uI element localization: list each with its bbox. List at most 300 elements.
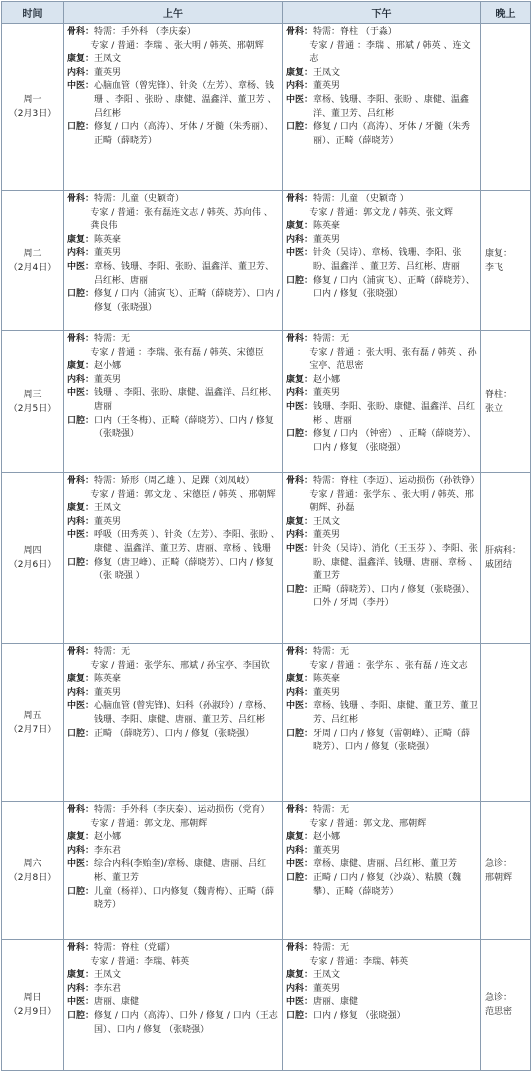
doctor-list: 王凤文 [94,54,122,65]
department-label: 中医： [286,997,314,1008]
day-name: 周四 [23,546,42,556]
schedule-line [286,956,478,970]
doctor-list: 董英男 [313,983,341,994]
doctor-list: 修复 / 口内 （钟密） 、正畸（薛晓芳）、口内 / 修复 （张晓强） [313,429,476,453]
department-label: 内科： [286,234,314,245]
schedule-line [67,415,280,442]
schedule-line [67,673,280,687]
schedule-line [286,207,478,221]
department-label: 康复： [286,374,314,385]
doctor-list: 陈英豪 [94,674,122,685]
day-name: 周三 [23,389,42,400]
doctor-list: 正畸 / 口内 / 修复（沙焱）、粘膜（魏攀）、正畸（薛晓芳） [313,872,462,897]
schedule-line [286,387,478,401]
schedule-line [286,872,478,899]
department-label: 口腔： [67,415,95,426]
doctor-list: 李东君 [94,983,122,994]
schedule-line [67,687,280,701]
doctor-list: 特需：儿童（史颖奇） [94,194,185,204]
am-cell [64,802,283,940]
am-cell [64,644,283,802]
department-label: 口腔： [67,886,95,897]
doctor-list: 陈英豪 [313,674,341,685]
schedule-line [286,121,478,148]
schedule-line [286,275,478,302]
department-label: 内科： [67,983,95,994]
evening-doctor: 戚团结 [485,560,513,570]
department-label: 骨科： [67,194,95,204]
department-label: 口腔： [286,728,314,739]
schedule-line [67,247,280,261]
department-label: 中医： [286,401,314,412]
doctor-list: 董英男 [94,516,122,527]
department-label: 骨科： [67,334,95,344]
department-label: 中医： [67,701,95,712]
doctor-list: 王凤文 [94,503,122,514]
evening-cell [481,802,531,940]
schedule-line [286,996,478,1010]
doctor-list: 专家 / 普通 ：张大明、张有磊 / 韩英 、孙宝亭、范思密 [309,347,477,372]
schedule-line [67,996,280,1010]
pm-cell [283,331,481,473]
department-label [67,956,90,970]
department-label: 康复： [67,503,95,514]
schedule-line [286,428,478,455]
doctor-list: 特需：脊柱（李迈）、运动损伤（孙铁铮） [313,476,480,486]
doctor-list: 特需：脊柱 （于淼） [313,27,397,37]
doctor-list: 陈英豪 [94,234,122,245]
evening-cell [481,644,531,802]
department-label: 内科： [67,516,95,527]
department-label: 康复： [67,54,95,65]
department-label: 骨科： [67,476,95,486]
doctor-list: 儿童（杨祥）、口内修复（魏青梅）、正畸（薛晓芳） [94,886,275,911]
doctor-list: 董英男 [94,687,122,698]
doctor-list: 特需：无 [313,805,350,815]
department-label: 康复： [67,970,95,981]
schedule-line [67,333,280,347]
schedule-line [67,886,280,913]
schedule-line [286,516,478,530]
doctor-list: 特需：脊柱（党礌） [94,943,176,953]
evening-department: 脊柱： [485,389,513,400]
schedule-line [67,374,280,388]
pm-cell [283,24,481,191]
department-label: 中医： [67,859,95,870]
department-label: 骨科： [67,647,95,657]
schedule-line [67,700,280,727]
department-label: 康复： [286,970,314,981]
department-label [286,956,309,970]
department-label: 中医： [67,81,95,92]
day-name: 周六 [23,858,42,869]
schedule-line [286,673,478,687]
doctor-list: 王凤文 [313,516,341,527]
department-label: 内科： [67,248,95,259]
department-label: 口腔： [286,1010,314,1021]
doctor-list: 正畸（薛晓芳）、口内 / 修复（张晓强）、口外 / 牙周（李丹） [313,584,475,609]
evening-department: 急诊： [485,993,513,1003]
doctor-list: 专家 / 普通：张有磊连文志 / 韩英、苏向伟 、龚良伟 [90,207,273,232]
schedule-line [286,728,478,755]
doctor-list: 赵小娜 [313,374,341,385]
schedule-line [67,660,280,674]
schedule-line [67,646,280,660]
doctor-list: 特需：无 [313,647,350,657]
schedule-line [67,80,280,121]
department-label: 中医： [67,530,95,541]
department-label: 骨科： [286,194,314,204]
doctor-list: 唐丽、康健 [94,997,140,1008]
schedule-line [67,804,280,818]
schedule-line [67,529,280,556]
doctor-list: 专家 / 普通 ：张学东 、张有磊 / 连文志 [309,660,468,671]
schedule-line [67,475,280,489]
doctor-list: 专家 / 普通：郭文龙 / 韩英、张文辉 [309,207,453,218]
doctor-list: 董英男 [94,248,122,259]
department-label: 内科： [67,67,95,78]
schedule-line [286,942,478,956]
day-date: （2月8日） [8,872,57,883]
schedule-line [67,969,280,983]
department-label [67,818,90,832]
department-label: 内科： [67,687,95,698]
department-label: 中医： [286,248,314,259]
department-label: 康复： [286,832,314,843]
doctor-list: 综合内科(李贻奎)/章杨、康健、唐丽、吕红彬、董卫芳 [94,859,267,883]
department-label: 口腔： [67,728,95,739]
schedule-line [286,40,478,67]
schedule-line [286,687,478,701]
department-label: 骨科： [286,805,314,815]
schedule-line [286,374,478,388]
doctor-list: 赵小娜 [313,832,341,843]
department-label [286,207,309,221]
department-label: 内科： [286,845,314,856]
doctor-list: 修复 / 口内（高涛）、牙体 / 牙髓（朱秀丽）、正畸（薛晓芳） [94,122,274,146]
am-cell [64,331,283,473]
evening-cell [481,940,531,1071]
schedule-line [67,1010,280,1037]
doctor-list: 董英男 [313,845,341,856]
day-cell [2,473,64,644]
schedule-line [67,121,280,148]
department-label: 骨科： [286,476,314,486]
schedule-line [286,831,478,845]
schedule-line [67,207,280,234]
doctor-list: 心脑血管 (曾宪锋)、妇科（孙淑玲）/ 章杨、钱珊、李阳、康健、唐丽、董卫芳、吕红彬 [94,701,272,725]
day-date: （2月7日） [8,724,57,735]
evening-cell [481,473,531,644]
doctor-list: 特需：矫形（周乙雄 ）、足踝（刘凤岐） [94,476,255,486]
schedule-line [286,489,478,516]
doctor-list: 针灸（吴诗）、章杨、钱珊、李阳、张盼、温鑫洋 、董卫芳、吕红彬、唐丽 [313,248,462,272]
department-label: 康复： [286,674,314,685]
department-label: 中医： [67,261,95,272]
doctor-list: 李东君 [94,845,122,856]
department-label: 骨科： [67,943,95,953]
doctor-list: 特需：儿童 （史颖奇 ） [313,194,409,204]
day-row [2,191,531,331]
doctor-list: 董英男 [313,388,341,399]
doctor-list: 陈英豪 [313,221,341,232]
day-date: （2月6日） [8,560,57,570]
schedule-line [67,193,280,207]
doctor-list: 唐丽、康健 [313,997,359,1008]
department-label [67,660,90,674]
doctor-list: 特需：无 [313,334,350,344]
schedule-line [286,333,478,347]
doctor-list: 章杨、钱珊 、李阳、康健、董卫芳、董卫芳、吕红彬 [313,701,478,725]
department-label [286,489,309,516]
department-label: 口腔： [67,557,95,568]
department-label: 康复： [286,221,314,232]
department-label [286,818,309,832]
day-date: （2月4日） [8,262,57,273]
pm-cell [283,473,481,644]
department-label: 口腔： [67,1010,95,1021]
department-label: 内科： [286,687,314,698]
day-row [2,24,531,191]
department-label: 内科： [67,374,95,385]
day-name: 周二 [23,248,42,259]
department-label: 骨科： [286,27,314,37]
pm-cell [283,940,481,1071]
day-cell [2,644,64,802]
doctor-list: 专家 / 普通 ：李瑞、张有磊 / 韩英、宋德臣 [90,347,264,358]
doctor-list: 专家 / 普通：李瑞、韩英 [90,956,190,967]
schedule-line [67,516,280,530]
schedule-line [67,858,280,885]
schedule-line [286,983,478,997]
doctor-list: 专家 / 普通：张学东、邢斌 / 孙宝亭、李国钦 [90,660,270,671]
doctor-list: 修复 / 口内（浦寅飞）、正畸（薛晓芳）、口内 / 修复（张晓强） [313,275,475,300]
evening-department: 肝病科： [485,546,522,556]
schedule-line [67,53,280,67]
day-name: 周日 [23,993,42,1003]
schedule-line [286,94,478,121]
day-cell [2,331,64,473]
evening-doctor: 张立 [485,403,504,414]
department-label: 内科： [286,530,314,541]
doctor-list: 专家 / 普通：郭文龙、邢朝辉 [90,818,208,829]
doctor-list: 牙周 / 口内 / 修复（雷朝峰）、正畸（薛晓芳）、口内 / 修复（张晓强） [313,728,471,753]
schedule-line [286,234,478,248]
doctor-list: 特需：无 [94,647,131,657]
schedule-line [67,502,280,516]
day-row [2,644,531,802]
schedule-line [286,818,478,832]
schedule-line [286,347,478,374]
department-label: 中医： [67,388,95,399]
schedule-line [67,347,280,361]
doctor-list: 专家 / 普通：李瑞、韩英 [309,956,409,967]
schedule-line [286,1010,478,1024]
doctor-list: 特需：手外科（李庆泰）、运动损伤（党育） [94,805,270,815]
evening-department: 急诊： [485,858,513,869]
day-row [2,473,531,644]
evening-header: 晚上 [481,2,531,24]
doctor-list: 特需：无 [313,943,350,953]
schedule-line [286,80,478,94]
department-label: 口腔： [286,429,314,440]
department-label: 口腔： [286,275,314,286]
time-header: 时间 [2,2,64,24]
am-cell [64,24,283,191]
department-label [67,40,90,54]
schedule-line [286,969,478,983]
doctor-list: 修复 / 口内（浦寅飞）、正畸（薛晓芳）、口内 / 修复（张晓强） [94,289,280,313]
department-label: 康复： [286,67,314,78]
schedule-line [286,584,478,611]
evening-doctor: 李飞 [485,262,504,273]
schedule-line [286,26,478,40]
department-label: 骨科： [286,943,314,953]
schedule-line [286,845,478,859]
department-label [67,207,90,234]
doctor-list: 修复 / 口内（高涛）、口外 / 修复 / 口内（王志国）、口内 / 修复 （张晓强） [94,1010,278,1035]
evening-doctor: 邢朝辉 [485,872,513,883]
evening-cell [481,24,531,191]
doctor-list: 心脑血管（曾宪锋）、针灸（左芳）、章杨、钱珊 、李阳 、张盼 、康健、温鑫洋、董卫芳 、吕红彬 [94,81,277,119]
department-label [286,347,309,374]
day-name: 周一 [23,95,42,105]
doctor-list: 专家 / 普通：李瑞 、张大明 / 韩英、邢朝辉 [90,40,264,51]
department-label: 中医： [286,543,314,554]
schedule-line [67,489,280,503]
doctor-list: 章杨、康健、唐丽、吕红彬、董卫芳 [313,859,458,870]
department-label: 康复： [67,234,95,245]
schedule-line [67,557,280,584]
doctor-list: 修复（唐卫峰）、正畸（薛晓芳）、口内 / 修复（张 晓强 ） [94,557,274,582]
schedule-line [67,983,280,997]
evening-cell [481,191,531,331]
doctor-list: 呼吸（田秀英 ）、针灸（左芳）、李阳、张盼 、康健 、温鑫洋、董卫芳、唐丽、章杨 、钱珊 [94,530,280,554]
schedule-line [286,700,478,727]
schedule-line [67,40,280,54]
schedule-line [67,360,280,374]
doctor-list: 专家 / 普通：张学东 、张大明 / 韩英、邢朝辉、孙磊 [309,489,474,514]
day-date: （2月5日） [8,403,57,414]
department-label: 口腔： [286,584,314,595]
day-date: （2月9日） [8,1007,57,1017]
day-row [2,802,531,940]
department-label: 康复： [286,516,314,527]
day-cell [2,802,64,940]
schedule-line [67,67,280,81]
doctor-list: 特需：手外科 （李庆泰） [94,27,196,37]
schedule-table [1,1,531,1071]
doctor-list: 钱珊 、李阳、张盼、康健、温鑫洋、吕红彬、唐丽 [94,388,277,412]
schedule-body [2,24,531,1071]
day-row [2,940,531,1071]
am-cell [64,940,283,1071]
doctor-list: 专家 / 普通：郭文龙 、宋德臣 / 韩英 、邢朝辉 [90,489,276,500]
schedule-line [286,660,478,674]
schedule-line [286,67,478,81]
pm-header: 下午 [283,2,481,24]
department-label [67,489,90,503]
schedule-line [67,387,280,414]
department-label: 康复： [67,361,95,372]
schedule-line [67,956,280,970]
doctor-list: 董英男 [313,81,341,92]
doctor-list: 董英男 [94,374,122,385]
department-label: 中医： [67,997,95,1008]
day-cell [2,191,64,331]
doctor-list: 董英男 [313,687,341,698]
doctor-list: 正畸 （薛晓芳）、口内 / 修复（张晓强） [94,728,255,739]
day-cell [2,24,64,191]
department-label: 骨科： [286,334,314,344]
evening-cell [481,331,531,473]
department-label: 骨科： [67,805,95,815]
doctor-list: 王凤文 [94,970,122,981]
am-cell [64,191,283,331]
department-label: 中医： [286,859,314,870]
department-label [286,40,309,67]
department-label: 康复： [67,832,95,843]
day-date: （2月3日） [8,109,57,119]
doctor-list: 赵小娜 [94,832,122,843]
department-label: 口腔： [67,289,95,300]
am-header: 上午 [64,2,283,24]
department-label: 骨科： [286,647,314,657]
pm-cell [283,191,481,331]
am-cell [64,473,283,644]
schedule-line [67,728,280,742]
doctor-list: 专家 / 普通 ：李瑞 、邢斌 / 韩英 、连文志 [309,40,471,65]
schedule-line [67,26,280,40]
department-label: 口腔： [286,122,314,133]
schedule-line [67,831,280,845]
evening-doctor: 范思密 [485,1007,513,1017]
doctor-list: 赵小娜 [94,361,122,372]
doctor-list: 修复 / 口内（高涛）、牙体 / 牙髓（朱秀丽）、正畸（薛晓芳） [313,122,471,146]
schedule-line [286,475,478,489]
doctor-list: 钱珊、李阳、张盼、康健、温鑫洋、吕红彬 、唐丽 [313,401,476,426]
schedule-line [67,288,280,315]
day-name: 周五 [23,710,42,721]
schedule-line [67,234,280,248]
schedule-line [286,804,478,818]
schedule-line [67,261,280,288]
doctor-list: 章杨、钱珊、李阳、张盼 、康健、温鑫洋、董卫芳、吕红彬 [313,94,469,119]
doctor-list: 王凤文 [313,970,341,981]
header-row [2,2,531,24]
department-label [286,660,309,674]
department-label: 内科： [286,81,314,92]
day-row [2,331,531,473]
department-label: 内科： [286,388,314,399]
schedule-line [67,818,280,832]
department-label: 骨科： [67,27,95,37]
schedule-line [286,193,478,207]
department-label [67,347,90,361]
department-label: 口腔： [286,872,314,883]
schedule-line [286,401,478,428]
schedule-line [67,942,280,956]
doctor-list: 董英男 [313,234,341,245]
department-label: 中医： [286,701,314,712]
schedule-line [286,543,478,584]
department-label: 中医： [286,94,314,105]
department-label: 康复： [67,674,95,685]
schedule-line [286,247,478,274]
schedule-line [286,646,478,660]
doctor-list: 章杨、钱珊、李阳、张盼、温鑫洋、董卫芳、吕红彬、唐丽 [94,261,275,286]
pm-cell [283,802,481,940]
